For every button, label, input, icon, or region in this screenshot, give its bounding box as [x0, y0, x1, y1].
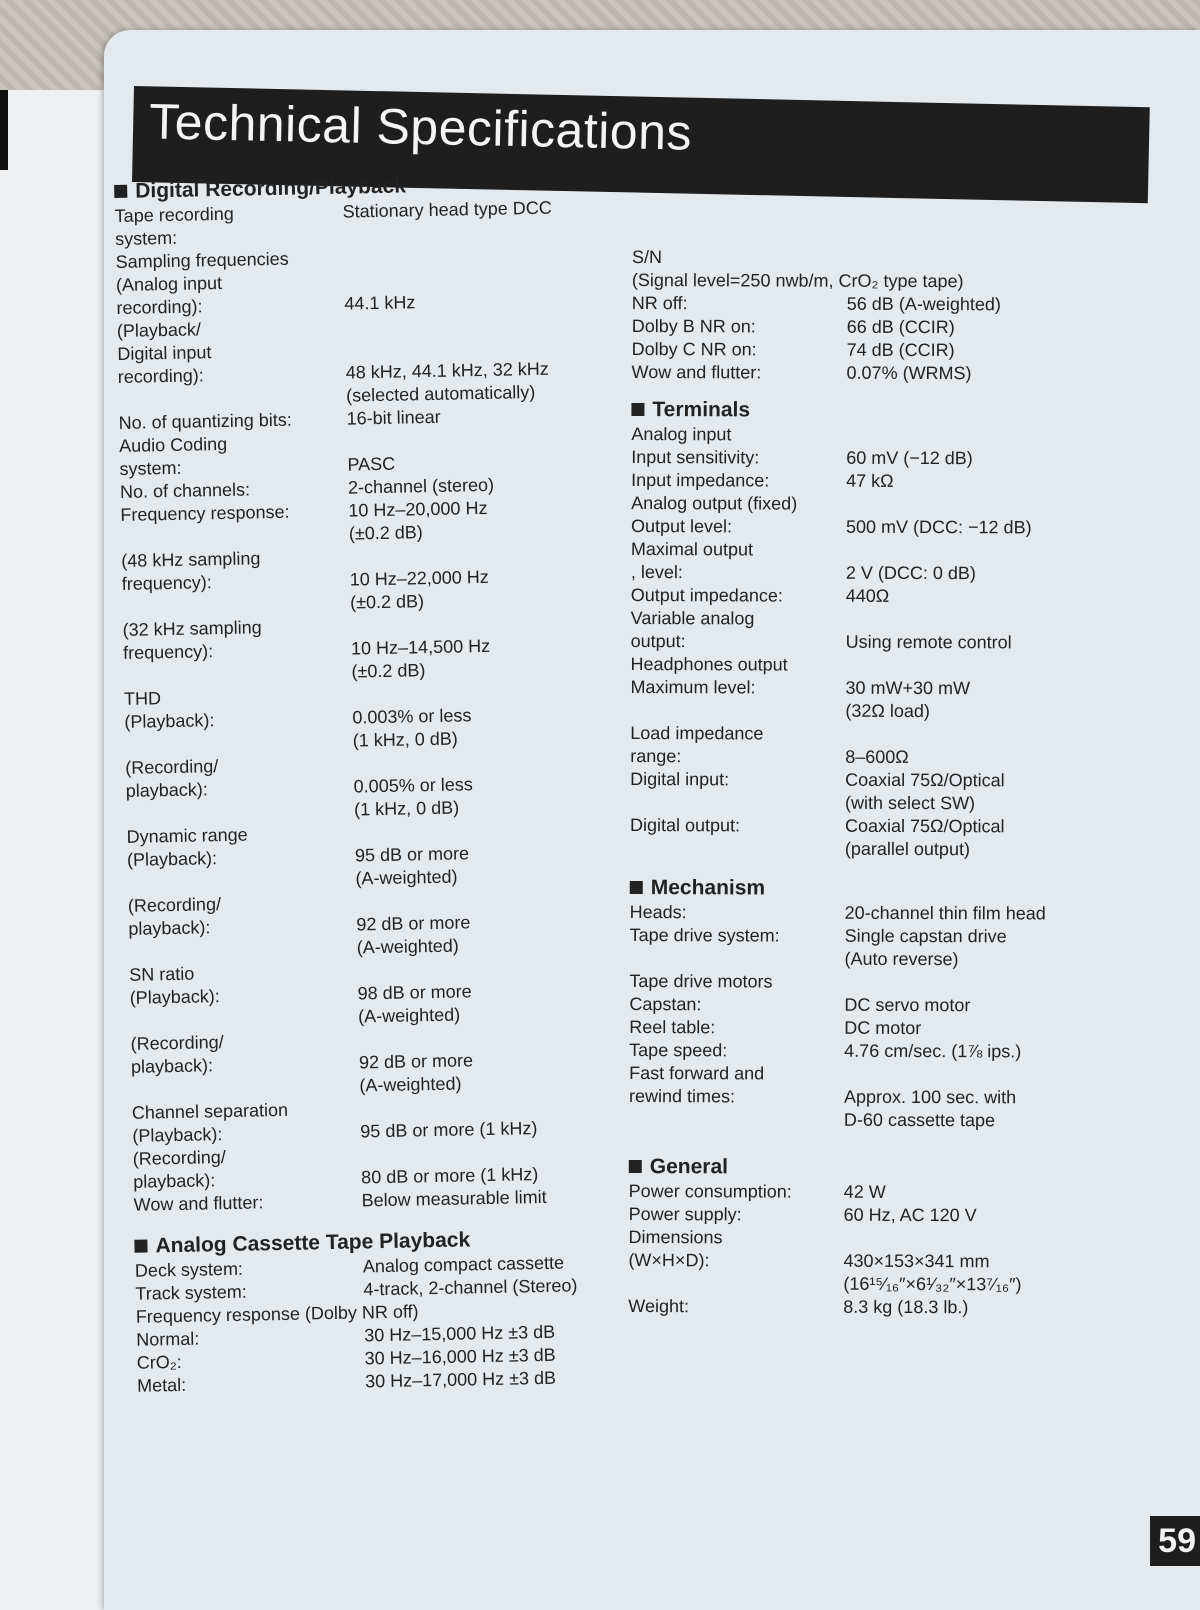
spec-label: NR off:	[631, 292, 688, 314]
spec-label: Capstan:	[629, 993, 702, 1015]
bullet-square-icon	[629, 1160, 642, 1173]
spec-label: Sampling frequencies (Analog input recording):	[115, 248, 289, 318]
spec-label: Input impedance:	[631, 469, 770, 491]
spec-value: PASC	[346, 431, 396, 475]
spec-row	[629, 970, 1084, 995]
bullet-square-icon	[134, 1240, 147, 1253]
spec-row	[629, 993, 1084, 1018]
spec-row	[631, 515, 1086, 540]
spec-value	[662, 246, 1087, 270]
spec-value: 80 dB or more (1 kHz)	[360, 1144, 539, 1188]
spec-label: CrO₂:	[136, 1351, 182, 1373]
spec-label: Analog input	[631, 423, 732, 445]
digital-spec-list	[114, 196, 623, 1217]
spec-row	[632, 269, 1087, 294]
spec-label: (Recording/ playback):	[125, 756, 219, 801]
spec-row	[631, 423, 1086, 448]
spec-label: Track system:	[135, 1281, 247, 1304]
spec-value: 74 dB (CCIR)	[846, 339, 955, 361]
spec-row	[630, 676, 1085, 724]
spec-value: 10 Hz–22,000 Hz (±0.2 dB)	[349, 546, 489, 613]
spec-value: Coaxial 75Ω/Optical (with select SW)	[845, 769, 1005, 814]
section-heading-digital: Digital Recording/Playback	[114, 171, 604, 203]
spec-value: 30 Hz–15,000 Hz ±3 dB	[364, 1321, 556, 1346]
spec-value: 47 kΩ	[846, 470, 894, 491]
page-title: Technical Specifications	[148, 93, 693, 161]
spec-row	[629, 1039, 1084, 1064]
spec-label: (48 kHz sampling frequency):	[121, 548, 261, 594]
spec-value: DC servo motor	[844, 994, 971, 1016]
spec-row	[629, 924, 1084, 972]
spec-value	[731, 423, 1086, 447]
terminals-spec-list	[630, 423, 1087, 862]
sn-spec-list	[632, 246, 1087, 386]
spec-label: Fast forward and rewind times:	[628, 1062, 765, 1107]
spec-value: 95 dB or more (A-weighted)	[354, 822, 470, 889]
spec-value: 440Ω	[845, 585, 890, 606]
spec-label: Variable analog output:	[630, 607, 755, 652]
spec-row	[630, 768, 1085, 816]
spec-value: Single capstan drive (Auto reverse)	[844, 925, 1007, 970]
spec-row	[117, 311, 609, 412]
section-heading-mechanism: Mechanism	[630, 876, 1085, 901]
facing-page	[0, 90, 105, 1610]
spec-label: Reel table:	[629, 1016, 716, 1038]
spec-label: Frequency response (Dolby NR off)	[135, 1301, 419, 1327]
spec-value: 2 V (DCC: 0 dB)	[845, 539, 976, 584]
spec-label: No. of quantizing bits:	[118, 409, 292, 433]
spec-label: Digital input:	[630, 768, 730, 790]
spec-label: Digital output:	[629, 814, 741, 836]
spec-row	[130, 1023, 621, 1101]
spec-label: Power consumption:	[628, 1180, 792, 1202]
spec-row	[632, 315, 1087, 340]
section-heading-general: General	[629, 1155, 1084, 1180]
spec-label: Analog output (fixed)	[631, 492, 798, 514]
spec-value: 430×153×341 mm (16¹⁵⁄₁₆″×6¹⁄₃₂″×13⁷⁄₁₆″)	[843, 1227, 1022, 1295]
spec-label: SN ratio (Playback):	[129, 963, 220, 1008]
spec-value: 30 Hz–17,000 Hz ±3 dB	[364, 1367, 557, 1392]
spec-row	[631, 469, 1086, 494]
spec-value: 56 dB (A-weighted)	[846, 293, 1001, 315]
spec-value: 60 Hz, AC 120 V	[843, 1204, 977, 1226]
spec-value	[772, 970, 1084, 994]
section-heading-terminals: Terminals	[631, 398, 1086, 423]
spec-value: 92 dB or more (A-weighted)	[355, 891, 471, 958]
spec-label: Dimensions (W×H×D):	[628, 1226, 723, 1271]
spec-row	[115, 242, 606, 320]
spec-label: Wow and flutter:	[631, 361, 762, 383]
spec-label: (Signal level=250 nwb/m, CrO₂ type tape)	[631, 269, 964, 292]
spec-label: (Recording/ playback):	[130, 1032, 224, 1077]
spec-row	[631, 584, 1086, 609]
spec-label: Deck system:	[134, 1258, 244, 1281]
spec-label: (Recording/ playback):	[132, 1147, 227, 1192]
spec-row	[630, 653, 1085, 678]
spec-value: Approx. 100 sec. with D-60 cassette tape	[843, 1063, 1017, 1131]
bullet-square-icon	[114, 185, 127, 198]
spec-label: THD (Playback):	[123, 688, 215, 732]
spec-label: Audio Coding system:	[118, 433, 228, 479]
spec-row	[630, 814, 1085, 862]
spec-row	[628, 1226, 1083, 1297]
spec-label: Dolby B NR on:	[631, 315, 756, 337]
spec-value: 8.3 kg (18.3 lb.)	[843, 1296, 969, 1318]
spec-row	[122, 610, 613, 688]
spec-row	[631, 492, 1086, 517]
spec-row	[129, 954, 620, 1032]
mechanism-spec-list	[629, 901, 1085, 1133]
spec-label: Normal:	[136, 1328, 200, 1350]
spec-value: 20-channel thin film head	[844, 902, 1046, 924]
spec-row	[125, 747, 616, 825]
spec-label: Tape speed:	[629, 1039, 728, 1061]
spec-row	[629, 1180, 1084, 1205]
spec-value: 66 dB (CCIR)	[846, 316, 955, 338]
spec-label: Heads:	[629, 901, 687, 923]
spec-label: Dynamic range (Playback):	[126, 824, 248, 870]
spec-value: 0.07% (WRMS)	[846, 362, 972, 384]
spec-row	[632, 246, 1087, 271]
spec-label: Dolby C NR on:	[631, 338, 757, 360]
spec-row	[124, 678, 615, 756]
spec-value: 0.003% or less (1 kHz, 0 dB)	[351, 684, 472, 751]
spec-label: Maximum level:	[630, 676, 756, 698]
spec-label: Weight:	[628, 1295, 690, 1317]
spec-value	[788, 654, 1086, 678]
spec-row	[630, 722, 1085, 770]
spec-label: (32 kHz sampling frequency):	[122, 617, 262, 663]
bullet-square-icon	[631, 403, 644, 416]
spec-value: Using remote control	[845, 608, 1012, 653]
spec-label: Metal:	[136, 1374, 187, 1396]
spec-value: Below measurable limit	[361, 1186, 547, 1211]
spec-label: Tape recording system:	[114, 203, 234, 249]
spec-row	[632, 338, 1087, 363]
spec-value	[963, 270, 1086, 293]
spec-value: 8–600Ω	[845, 723, 909, 767]
spec-label: (Recording/ playback):	[127, 894, 222, 939]
spec-value: 92 dB or more (A-weighted)	[358, 1029, 474, 1096]
analog-spec-list	[135, 1250, 628, 1397]
spec-label: Wow and flutter:	[133, 1192, 264, 1215]
spec-value: 60 mV (−12 dB)	[846, 447, 973, 469]
spec-value: 42 W	[843, 1181, 886, 1202]
spec-value: 16-bit linear	[346, 406, 441, 429]
spec-label: Power supply:	[628, 1203, 742, 1225]
spec-value: DC motor	[844, 1017, 922, 1039]
section-heading-analog: Analog Cassette Tape Playback	[134, 1225, 624, 1257]
spec-row	[631, 538, 1086, 586]
spec-label: Output impedance:	[630, 584, 783, 606]
spec-value: 2-channel (stereo)	[347, 474, 495, 498]
spec-value: Coaxial 75Ω/Optical (parallel output)	[844, 815, 1005, 860]
spec-row	[631, 607, 1086, 655]
spec-label: Frequency response:	[120, 501, 290, 525]
spec-value: 30 mW+30 mW (32Ω load)	[845, 677, 971, 722]
spec-label: Load impedance range:	[630, 722, 764, 767]
spec-row	[128, 885, 619, 963]
spec-value: 10 Hz–14,500 Hz (±0.2 dB)	[350, 615, 491, 682]
spec-value: Stationary head type DCC	[342, 197, 552, 222]
spec-row	[629, 1062, 1084, 1133]
spec-label: Headphones output	[630, 653, 788, 675]
spec-value: 44.1 kHz	[343, 247, 416, 314]
spec-value: 95 dB or more (1 kHz)	[359, 1098, 538, 1142]
page-number: 59	[1150, 1516, 1200, 1566]
spec-label: S/N	[631, 247, 663, 268]
spec-label: Input sensitivity:	[631, 446, 760, 468]
spec-row	[628, 1295, 1083, 1320]
spec-label: Channel separation (Playback):	[131, 1099, 289, 1146]
spec-value: 10 Hz–20,000 Hz (±0.2 dB)	[348, 497, 488, 544]
spec-value: 30 Hz–16,000 Hz ±3 dB	[364, 1344, 556, 1369]
spec-value: 98 dB or more (A-weighted)	[357, 960, 472, 1027]
spec-value: 500 mV (DCC: −12 dB)	[845, 516, 1032, 538]
manual-page	[104, 30, 1200, 1610]
spec-value: 4-track, 2-channel (Stereo)	[363, 1275, 578, 1300]
right-column	[628, 246, 1087, 1320]
spec-row	[631, 446, 1086, 471]
spec-value: 48 kHz, 44.1 kHz, 32 kHz (selected automatically)	[344, 316, 549, 406]
spec-label: (Playback/ Digital input recording):	[116, 319, 212, 387]
left-column	[114, 171, 627, 1398]
spec-row	[630, 901, 1085, 926]
spec-row	[632, 361, 1087, 386]
spec-value: 4.76 cm/sec. (1⅞ ips.)	[844, 1040, 1022, 1062]
spec-value: Analog compact cassette	[362, 1252, 565, 1277]
spec-label: Output level:	[630, 515, 733, 537]
spec-label: No. of channels:	[119, 479, 251, 502]
spec-value	[797, 493, 1086, 517]
spec-label: Maximal output , level:	[630, 538, 754, 583]
spec-value: 0.005% or less (1 kHz, 0 dB)	[353, 753, 473, 820]
bullet-square-icon	[630, 881, 643, 894]
spec-label: Tape drive motors	[629, 970, 773, 992]
spec-row	[629, 1016, 1084, 1041]
spec-row	[632, 292, 1087, 317]
spec-row	[121, 541, 612, 619]
spec-row	[126, 816, 617, 894]
facing-page-edge	[0, 90, 8, 170]
general-spec-list	[628, 1180, 1083, 1320]
spec-row	[629, 1203, 1084, 1228]
spec-label: Tape drive system:	[629, 924, 780, 946]
